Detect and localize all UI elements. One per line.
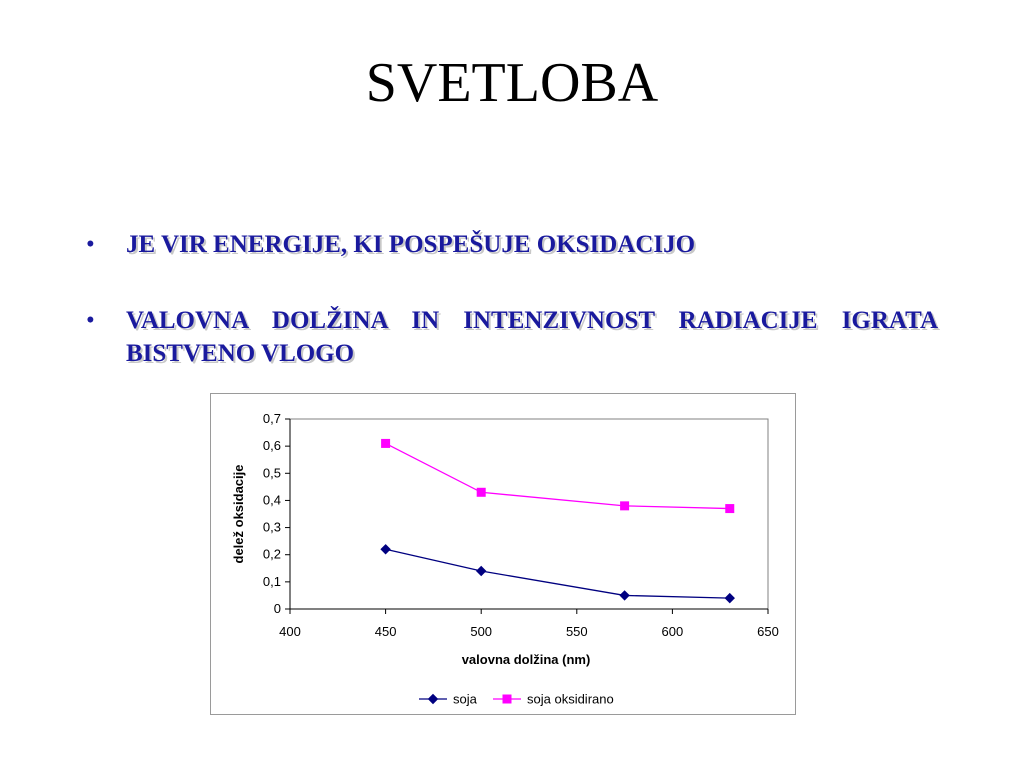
legend-label: soja: [453, 691, 477, 707]
slide-title: SVETLOBA: [365, 52, 659, 114]
y-tick-label: 0,7: [262, 411, 281, 426]
data-point: [725, 594, 734, 603]
line-chart: [211, 394, 795, 714]
y-tick-label: 0,3: [262, 519, 281, 535]
bullet-text: JE VIR ENERGIJE, KI POSPEŠUJE OKSIDACIJO: [126, 231, 696, 258]
x-tick-label: 400: [279, 624, 301, 639]
y-tick-label: 0,4: [262, 492, 281, 508]
y-tick-label: 0,2: [262, 546, 281, 562]
plot-area: [290, 419, 768, 609]
x-tick-label: 600: [661, 624, 684, 639]
y-tick-label: 0: [273, 601, 281, 616]
bullet-dot-icon: •: [86, 231, 95, 258]
chart-container: [210, 393, 796, 715]
series-line-soja-oksidirano: [386, 443, 730, 508]
legend-label: soja oksidirano: [527, 691, 614, 707]
x-axis-title: valovna dolžina (nm): [461, 652, 591, 667]
bullet-item: [86, 304, 938, 370]
bullet-dot-icon: •: [86, 307, 95, 334]
data-point: [620, 591, 629, 600]
data-point: [477, 567, 486, 576]
bullet-text: VALOVNA DOLŽINA IN INTENZIVNOST RADIACIJE IGRATA BISTVENO VLOGO: [126, 307, 938, 367]
y-tick-label: 0,1: [262, 573, 281, 589]
x-tick-label: 500: [470, 624, 493, 639]
y-axis-title: delež oksidacije: [231, 464, 246, 564]
y-tick-label: 0,5: [262, 465, 281, 481]
data-point: [382, 439, 390, 447]
x-tick-label: 450: [374, 624, 397, 639]
data-point: [381, 545, 390, 554]
x-tick-label: 650: [757, 624, 779, 639]
legend-marker: [503, 695, 511, 703]
data-point: [621, 502, 629, 510]
legend-marker: [429, 695, 438, 704]
data-point: [726, 505, 734, 513]
bullet-item: [86, 228, 938, 261]
y-tick-label: 0,6: [262, 438, 281, 454]
bullet-list: [86, 228, 938, 370]
x-tick-label: 550: [565, 624, 588, 639]
data-point: [477, 488, 485, 496]
series-line-soja: [386, 549, 730, 598]
